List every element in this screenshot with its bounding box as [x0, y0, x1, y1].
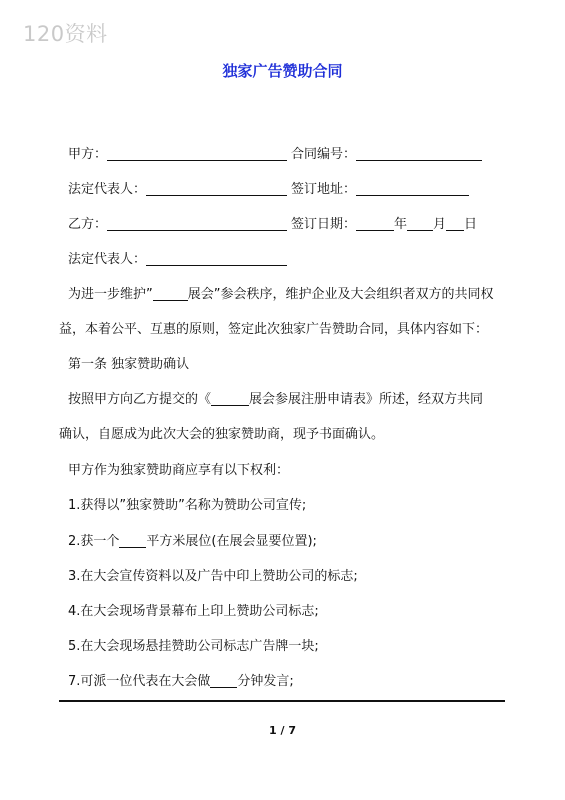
footer-divider: [59, 700, 505, 702]
right-2-text-a: 2.获一个: [68, 534, 120, 549]
article-1-text-b: 展会参展注册申请表》所述，经双方共同: [249, 392, 484, 407]
expo-name-blank[interactable]: [153, 286, 188, 301]
sign-day-blank[interactable]: [446, 216, 464, 231]
booth-size-blank[interactable]: [119, 533, 146, 548]
sign-place-blank[interactable]: [356, 181, 469, 196]
intro-text-a: 为进一步维护”: [68, 287, 153, 302]
intro-text-b: 展会”参会秩序，维护企业及大会组织者双方的共同权: [187, 287, 494, 302]
contract-no-blank[interactable]: [356, 146, 482, 161]
article-1-line-2: 确认，自愿成为此次大会的独家赞助商，现予书面确认。: [59, 427, 385, 442]
sign-month-blank[interactable]: [407, 216, 433, 231]
day-label: 日: [464, 217, 478, 232]
right-item-3: 3.在大会宣传资料以及广告中印上赞助公司的标志;: [68, 569, 358, 584]
party-b-field: [68, 216, 287, 234]
document-title: 独家广告赞助合同: [222, 62, 343, 80]
right-7-text-b: 分钟发言;: [237, 674, 294, 689]
party-a-blank[interactable]: [107, 146, 287, 161]
legal-rep-a-blank[interactable]: [146, 181, 287, 196]
legal-rep-a-field: [68, 181, 287, 199]
party-a-field: [68, 146, 287, 164]
application-name-blank[interactable]: [211, 391, 249, 406]
sign-place-field: [291, 181, 469, 199]
legal-rep-b-blank[interactable]: [146, 251, 287, 266]
right-item-7: [68, 673, 294, 691]
party-b-blank[interactable]: [107, 216, 287, 231]
right-item-2: [68, 533, 317, 551]
right-2-text-b: 平方米展位(在展会显要位置);: [146, 534, 317, 549]
intro-line-1: [68, 286, 494, 304]
page-number: 1 / 7: [269, 724, 296, 737]
month-label: 月: [433, 217, 447, 232]
contract-no-field: [291, 146, 482, 164]
legal-rep-b-field: [68, 251, 287, 269]
sign-year-blank[interactable]: [356, 216, 394, 231]
party-b-label: 乙方：: [68, 217, 108, 232]
sign-date-field: [291, 216, 477, 234]
rights-intro: 甲方作为独家赞助商应享有以下权利：: [68, 463, 290, 478]
speech-minutes-blank[interactable]: [210, 673, 237, 688]
party-a-label: 甲方：: [68, 147, 108, 162]
watermark: 120资料: [23, 22, 108, 46]
intro-line-2: 益，本着公平、互惠的原则，签定此次独家广告赞助合同，具体内容如下：: [59, 322, 489, 337]
legal-rep-b-label: 法定代表人：: [68, 252, 147, 267]
sign-place-label: 签订地址：: [291, 182, 357, 197]
right-7-text-a: 7.可派一位代表在大会做: [68, 674, 211, 689]
right-item-5: 5.在大会现场悬挂赞助公司标志广告牌一块;: [68, 639, 319, 654]
article-1-heading: 第一条 独家赞助确认: [68, 357, 190, 372]
year-label: 年: [394, 217, 408, 232]
sign-date-label: 签订日期：: [291, 217, 357, 232]
right-item-1: 1.获得以”独家赞助”名称为赞助公司宣传;: [68, 498, 307, 513]
right-item-4: 4.在大会现场背景幕布上印上赞助公司标志;: [68, 604, 319, 619]
article-1-text-a: 按照甲方向乙方提交的《: [68, 392, 212, 407]
contract-no-label: 合同编号：: [291, 147, 357, 162]
article-1-line-1: [68, 391, 483, 409]
legal-rep-a-label: 法定代表人：: [68, 182, 147, 197]
